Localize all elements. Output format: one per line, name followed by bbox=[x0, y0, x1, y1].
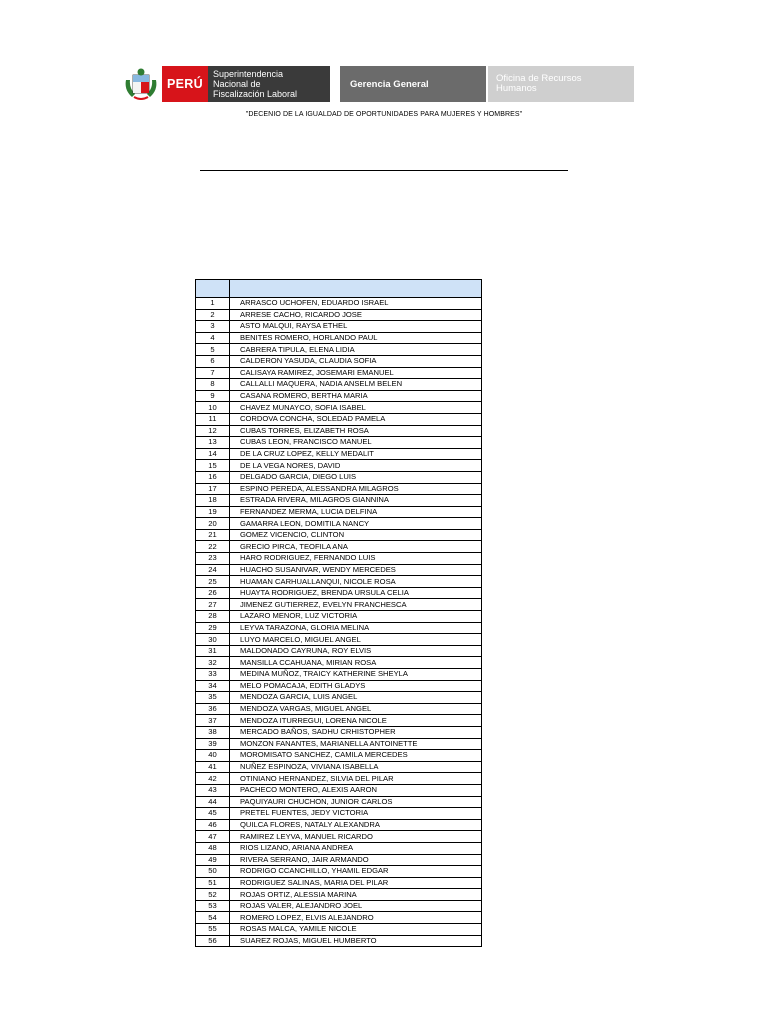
row-name: BENITES ROMERO, HORLANDO PAUL bbox=[230, 332, 482, 344]
row-name: CABRERA TIPULA, ELENA LIDIA bbox=[230, 344, 482, 356]
row-name: HUAYTA RODRIGUEZ, BRENDA URSULA CELIA bbox=[230, 587, 482, 599]
row-number: 20 bbox=[196, 518, 230, 530]
table-row bbox=[196, 634, 482, 646]
table-row bbox=[196, 808, 482, 820]
row-name: ROJAS ORTIZ, ALESSIA MARINA bbox=[230, 889, 482, 901]
row-number: 38 bbox=[196, 726, 230, 738]
row-name: GAMARRA LEON, DOMITILA NANCY bbox=[230, 518, 482, 530]
row-name: CALLALLI MAQUERA, NADIA ANSELM BELEN bbox=[230, 379, 482, 391]
row-number: 46 bbox=[196, 819, 230, 831]
row-name: DE LA VEGA NORES, DAVID bbox=[230, 460, 482, 472]
peru-label: PERÚ bbox=[162, 66, 208, 102]
row-number: 37 bbox=[196, 715, 230, 727]
table-row bbox=[196, 495, 482, 507]
row-number: 50 bbox=[196, 866, 230, 878]
row-name: MERCADO BAÑOS, SADHU CRHISTOPHER bbox=[230, 726, 482, 738]
row-number: 34 bbox=[196, 680, 230, 692]
row-name: HARO RODRIGUEZ, FERNANDO LUIS bbox=[230, 553, 482, 565]
row-number: 9 bbox=[196, 390, 230, 402]
table-row bbox=[196, 611, 482, 623]
row-name: ROJAS VALER, ALEJANDRO JOEL bbox=[230, 900, 482, 912]
row-number: 56 bbox=[196, 935, 230, 947]
row-number: 3 bbox=[196, 321, 230, 333]
row-number: 11 bbox=[196, 413, 230, 425]
row-number: 41 bbox=[196, 761, 230, 773]
oficina-label: Oficina de Recursos Humanos bbox=[488, 66, 634, 102]
table-row bbox=[196, 831, 482, 843]
row-name: PRETEL FUENTES, JEDY VICTORIA bbox=[230, 808, 482, 820]
row-number: 12 bbox=[196, 425, 230, 437]
row-number: 21 bbox=[196, 529, 230, 541]
table-row bbox=[196, 761, 482, 773]
row-number: 42 bbox=[196, 773, 230, 785]
table-row bbox=[196, 460, 482, 472]
table-row bbox=[196, 564, 482, 576]
row-name: CASANA ROMERO, BERTHA MARIA bbox=[230, 390, 482, 402]
table-row bbox=[196, 321, 482, 333]
table-row bbox=[196, 355, 482, 367]
row-name: CHAVEZ MUNAYCO, SOFIA ISABEL bbox=[230, 402, 482, 414]
row-name: MANSILLA CCAHUANA, MIRIAN ROSA bbox=[230, 657, 482, 669]
row-name: NUÑEZ ESPINOZA, VIVIANA ISABELLA bbox=[230, 761, 482, 773]
table-row bbox=[196, 576, 482, 588]
row-number: 33 bbox=[196, 669, 230, 681]
row-number: 26 bbox=[196, 587, 230, 599]
decenio-caption: "DECENIO DE LA IGUALDAD DE OPORTUNIDADES PARA MUJERES Y HOMBRES" bbox=[245, 111, 523, 118]
row-name: DELGADO GARCIA, DIEGO LUIS bbox=[230, 471, 482, 483]
table-row bbox=[196, 680, 482, 692]
row-number: 47 bbox=[196, 831, 230, 843]
row-name: SUAREZ ROJAS, MIGUEL HUMBERTO bbox=[230, 935, 482, 947]
table-row bbox=[196, 669, 482, 681]
row-number: 24 bbox=[196, 564, 230, 576]
row-number: 51 bbox=[196, 877, 230, 889]
row-name: ESPINO PEREDA, ALESSANDRA MILAGROS bbox=[230, 483, 482, 495]
table-row bbox=[196, 935, 482, 947]
table-row bbox=[196, 541, 482, 553]
table-row bbox=[196, 715, 482, 727]
row-name: GRECIO PIRCA, TEOFILA ANA bbox=[230, 541, 482, 553]
row-number: 39 bbox=[196, 738, 230, 750]
row-number: 10 bbox=[196, 402, 230, 414]
row-name: CORDOVA CONCHA, SOLEDAD PAMELA bbox=[230, 413, 482, 425]
table-row bbox=[196, 553, 482, 565]
row-name: HUAMAN CARHUALLANQUI, NICOLE ROSA bbox=[230, 576, 482, 588]
table-row bbox=[196, 854, 482, 866]
row-number: 43 bbox=[196, 784, 230, 796]
row-number: 36 bbox=[196, 703, 230, 715]
row-number: 30 bbox=[196, 634, 230, 646]
row-number: 17 bbox=[196, 483, 230, 495]
table-row bbox=[196, 344, 482, 356]
row-number: 1 bbox=[196, 298, 230, 310]
table-row bbox=[196, 703, 482, 715]
row-number: 22 bbox=[196, 541, 230, 553]
row-name: RAMIREZ LEYVA, MANUEL RICARDO bbox=[230, 831, 482, 843]
row-name: ARRASCO UCHOFEN, EDUARDO ISRAEL bbox=[230, 298, 482, 310]
row-name: MENDOZA ITURREGUI, LORENA NICOLE bbox=[230, 715, 482, 727]
entity-name: Superintendencia Nacional de Fiscalización Laboral bbox=[208, 66, 330, 102]
header-cell-number bbox=[196, 280, 230, 298]
row-number: 55 bbox=[196, 924, 230, 936]
row-name: DE LA CRUZ LOPEZ, KELLY MEDALIT bbox=[230, 448, 482, 460]
row-name: JIMENEZ GUTIERREZ, EVELYN FRANCHESCA bbox=[230, 599, 482, 611]
table-row bbox=[196, 529, 482, 541]
table-row bbox=[196, 692, 482, 704]
row-name: ARRESE CACHO, RICARDO JOSE bbox=[230, 309, 482, 321]
table-row bbox=[196, 912, 482, 924]
row-number: 5 bbox=[196, 344, 230, 356]
row-name: MENDOZA GARCIA, LUIS ANGEL bbox=[230, 692, 482, 704]
table-row bbox=[196, 866, 482, 878]
table-row bbox=[196, 471, 482, 483]
row-number: 29 bbox=[196, 622, 230, 634]
table-row bbox=[196, 599, 482, 611]
table-row bbox=[196, 518, 482, 530]
table-row bbox=[196, 738, 482, 750]
table-row bbox=[196, 437, 482, 449]
row-name: ESTRADA RIVERA, MILAGROS GIANNINA bbox=[230, 495, 482, 507]
table-row bbox=[196, 842, 482, 854]
row-number: 25 bbox=[196, 576, 230, 588]
row-name: MONZON FANANTES, MARIANELLA ANTOINETTE bbox=[230, 738, 482, 750]
row-name: CALISAYA RAMIREZ, JOSEMARI EMANUEL bbox=[230, 367, 482, 379]
table-row bbox=[196, 924, 482, 936]
row-number: 6 bbox=[196, 355, 230, 367]
table-row bbox=[196, 773, 482, 785]
row-number: 31 bbox=[196, 645, 230, 657]
horizontal-rule bbox=[200, 170, 568, 171]
row-name: OTINIANO HERNANDEZ, SILVIA DEL PILAR bbox=[230, 773, 482, 785]
row-number: 15 bbox=[196, 460, 230, 472]
row-name: RODRIGUEZ SALINAS, MARIA DEL PILAR bbox=[230, 877, 482, 889]
row-number: 45 bbox=[196, 808, 230, 820]
row-name: LEYVA TARAZONA, GLORIA MELINA bbox=[230, 622, 482, 634]
table-row bbox=[196, 379, 482, 391]
row-number: 54 bbox=[196, 912, 230, 924]
row-name: ROMERO LOPEZ, ELVIS ALEJANDRO bbox=[230, 912, 482, 924]
row-number: 32 bbox=[196, 657, 230, 669]
row-name: PAQUIYAURI CHUCHON, JUNIOR CARLOS bbox=[230, 796, 482, 808]
row-number: 53 bbox=[196, 900, 230, 912]
row-name: GOMEZ VICENCIO, CLINTON bbox=[230, 529, 482, 541]
table-row bbox=[196, 877, 482, 889]
table-row bbox=[196, 506, 482, 518]
row-name: MENDOZA VARGAS, MIGUEL ANGEL bbox=[230, 703, 482, 715]
row-number: 23 bbox=[196, 553, 230, 565]
row-name: CUBAS LEON, FRANCISCO MANUEL bbox=[230, 437, 482, 449]
table-row bbox=[196, 900, 482, 912]
table-row bbox=[196, 309, 482, 321]
row-number: 52 bbox=[196, 889, 230, 901]
row-name: MOROMISATO SANCHEZ, CAMILA MERCEDES bbox=[230, 750, 482, 762]
row-number: 19 bbox=[196, 506, 230, 518]
row-name: RIOS LIZANO, ARIANA ANDREA bbox=[230, 842, 482, 854]
table-row bbox=[196, 448, 482, 460]
header-cell-name bbox=[230, 280, 482, 298]
row-number: 13 bbox=[196, 437, 230, 449]
table-row bbox=[196, 796, 482, 808]
row-number: 4 bbox=[196, 332, 230, 344]
table-row bbox=[196, 367, 482, 379]
table-row bbox=[196, 587, 482, 599]
row-name: CALDERON YASUDA, CLAUDIA SOFIA bbox=[230, 355, 482, 367]
table-row bbox=[196, 332, 482, 344]
row-number: 35 bbox=[196, 692, 230, 704]
row-name: LUYO MARCELO, MIGUEL ANGEL bbox=[230, 634, 482, 646]
row-name: ROSAS MALCA, YAMILE NICOLE bbox=[230, 924, 482, 936]
row-name: HUACHO SUSANIVAR, WENDY MERCEDES bbox=[230, 564, 482, 576]
table-row bbox=[196, 390, 482, 402]
table-row bbox=[196, 750, 482, 762]
table-row bbox=[196, 413, 482, 425]
table-row bbox=[196, 425, 482, 437]
row-number: 44 bbox=[196, 796, 230, 808]
row-name: LAZARO MENOR, LUZ VICTORIA bbox=[230, 611, 482, 623]
row-name: RODRIGO CCANCHILLO, YHAMIL EDGAR bbox=[230, 866, 482, 878]
row-name: MEDINA MUÑOZ, TRAICY KATHERINE SHEYLA bbox=[230, 669, 482, 681]
row-name: PACHECO MONTERO, ALEXIS AARON bbox=[230, 784, 482, 796]
names-table bbox=[195, 279, 482, 947]
peru-logo-block bbox=[162, 66, 330, 102]
table-row bbox=[196, 645, 482, 657]
row-number: 14 bbox=[196, 448, 230, 460]
row-name: FERNANDEZ MERMA, LUCIA DELFINA bbox=[230, 506, 482, 518]
row-name: MALDONADO CAYRUNA, ROY ELVIS bbox=[230, 645, 482, 657]
row-number: 16 bbox=[196, 471, 230, 483]
row-number: 40 bbox=[196, 750, 230, 762]
table-row bbox=[196, 402, 482, 414]
row-name: CUBAS TORRES, ELIZABETH ROSA bbox=[230, 425, 482, 437]
header-banner bbox=[122, 66, 634, 102]
table-row bbox=[196, 784, 482, 796]
row-number: 18 bbox=[196, 495, 230, 507]
table-row bbox=[196, 657, 482, 669]
row-name: ASTO MALQUI, RAYSA ETHEL bbox=[230, 321, 482, 333]
row-number: 28 bbox=[196, 611, 230, 623]
row-number: 8 bbox=[196, 379, 230, 391]
row-name: RIVERA SERRANO, JAIR ARMANDO bbox=[230, 854, 482, 866]
table-row bbox=[196, 483, 482, 495]
row-number: 49 bbox=[196, 854, 230, 866]
row-name: MELO POMACAJA, EDITH GLADYS bbox=[230, 680, 482, 692]
table-row bbox=[196, 726, 482, 738]
row-number: 27 bbox=[196, 599, 230, 611]
row-number: 48 bbox=[196, 842, 230, 854]
row-number: 2 bbox=[196, 309, 230, 321]
table-row bbox=[196, 298, 482, 310]
coat-of-arms-icon bbox=[122, 66, 160, 102]
table-row bbox=[196, 819, 482, 831]
gerencia-general-label: Gerencia General bbox=[340, 66, 486, 102]
row-number: 7 bbox=[196, 367, 230, 379]
table-header-row bbox=[196, 280, 482, 298]
row-name: QUILCA FLORES, NATALY ALEXANDRA bbox=[230, 819, 482, 831]
table-row bbox=[196, 622, 482, 634]
table-row bbox=[196, 889, 482, 901]
